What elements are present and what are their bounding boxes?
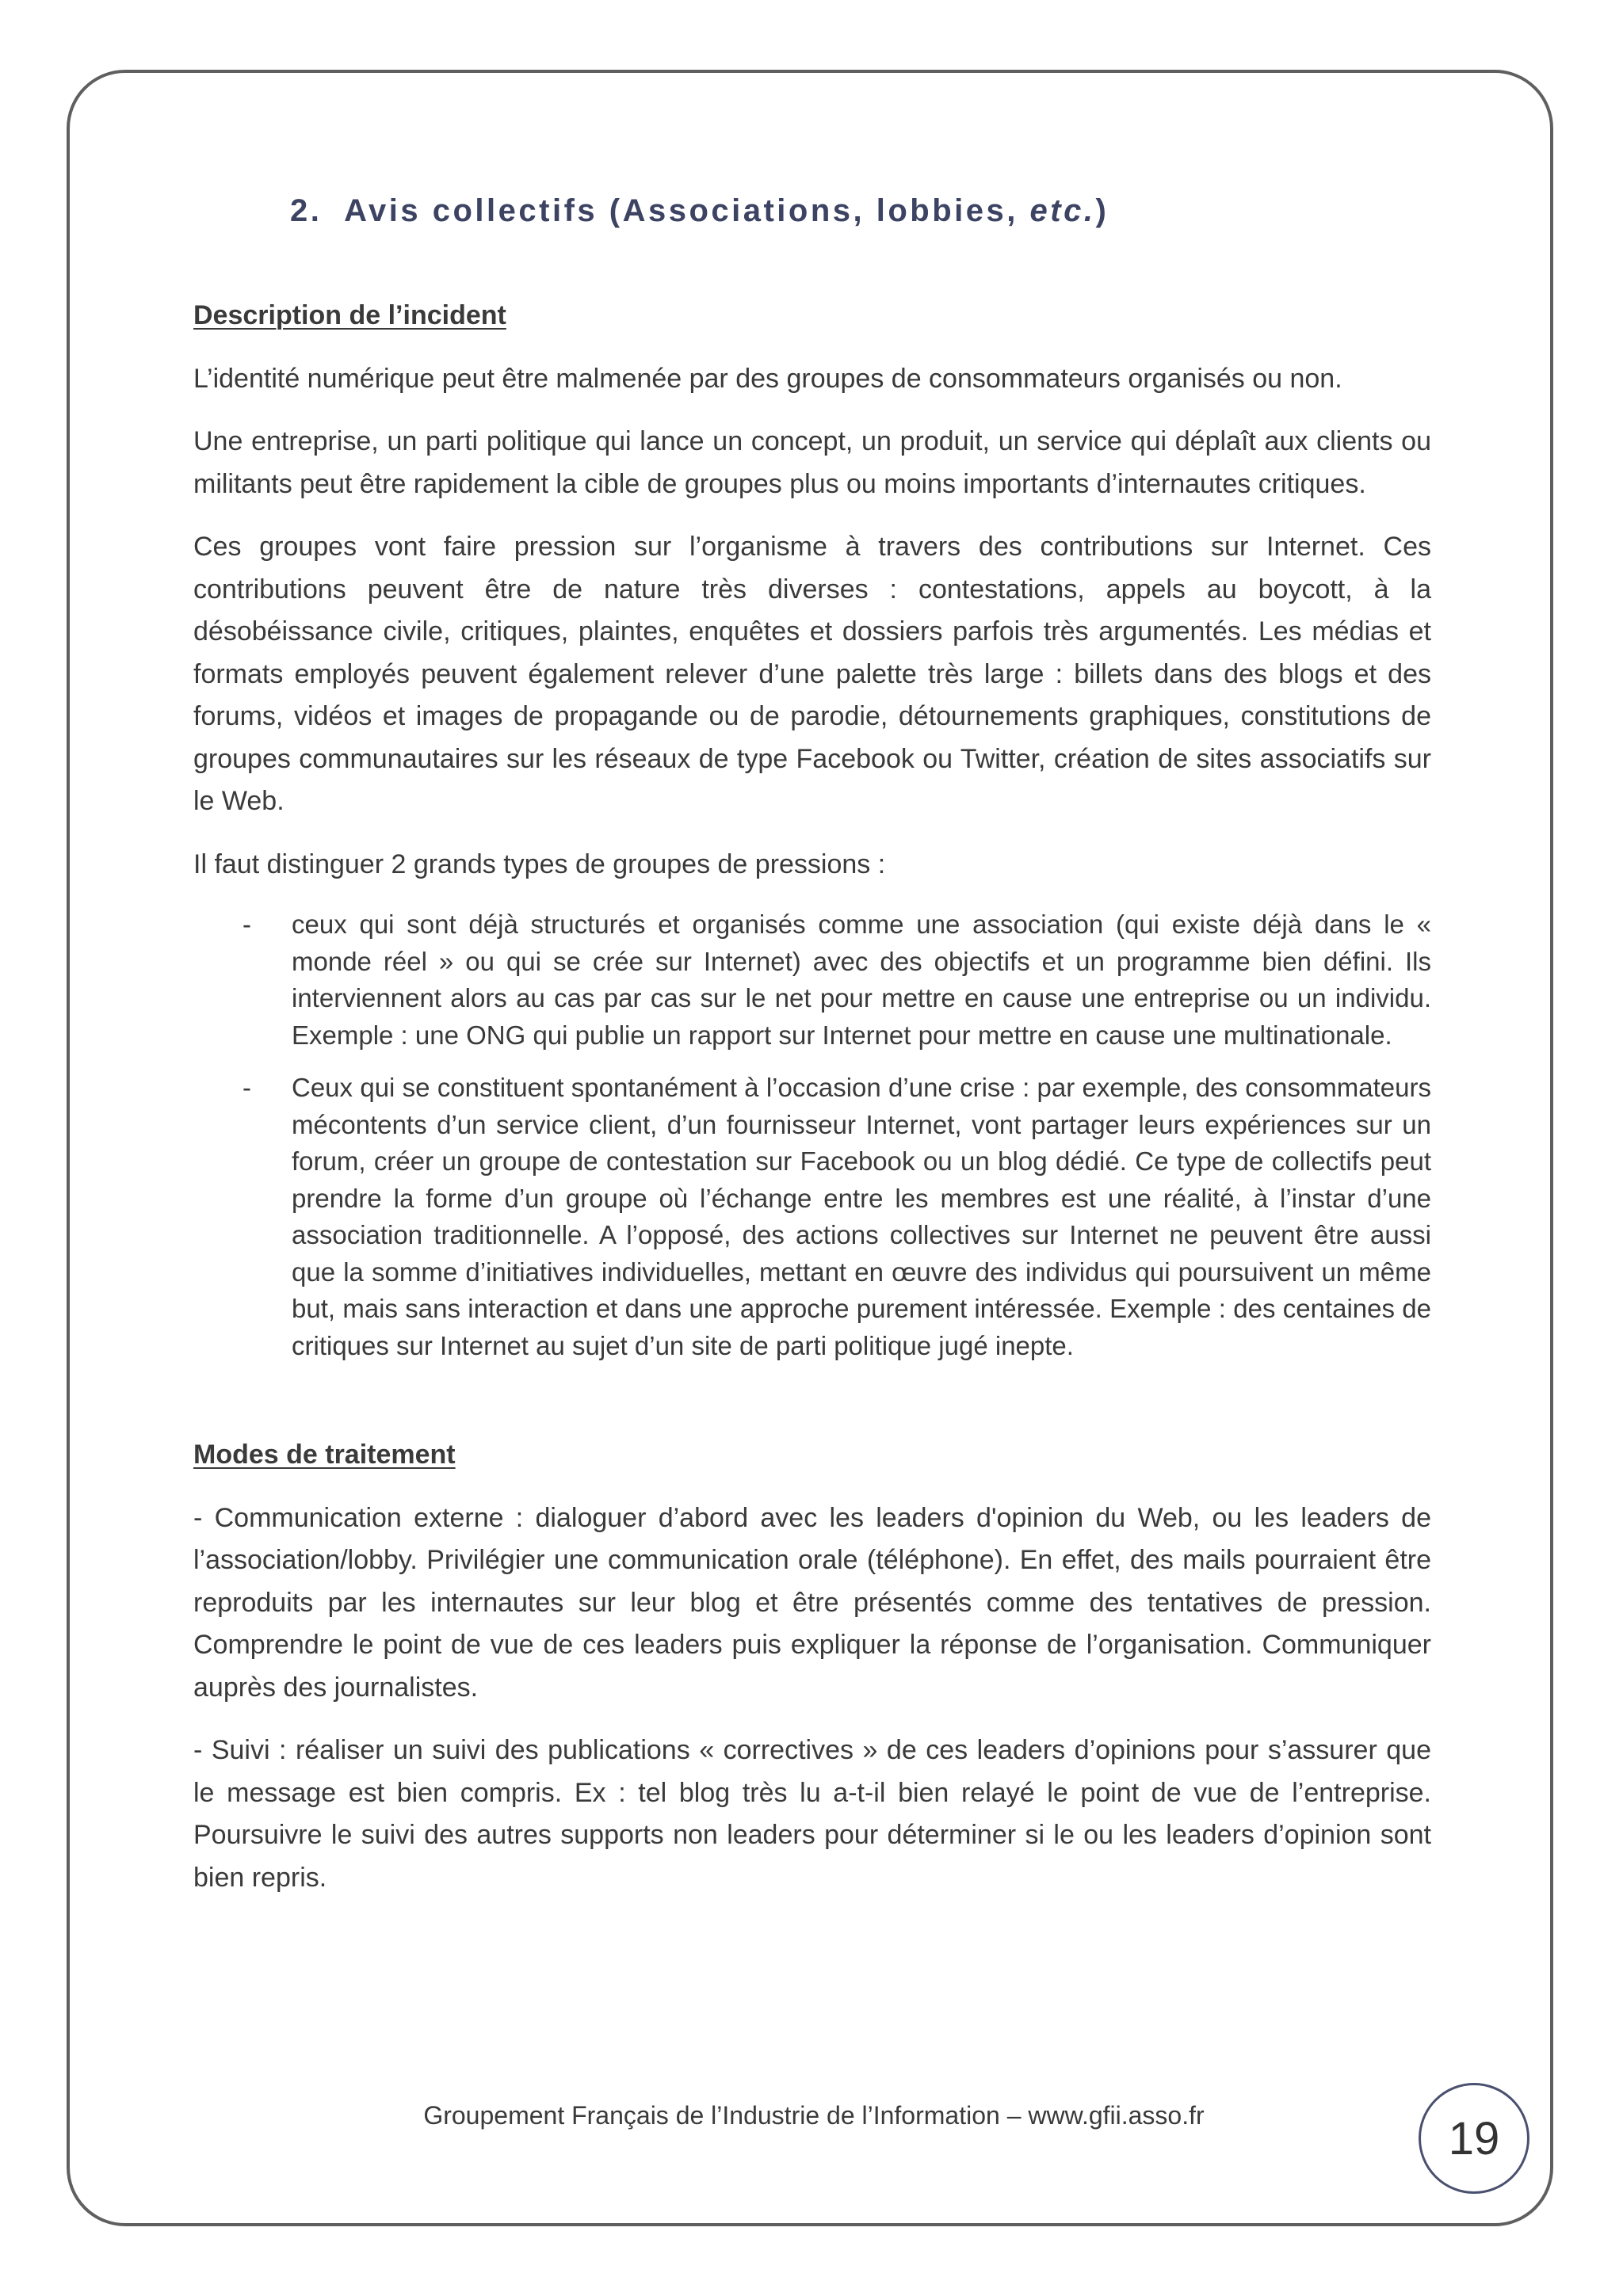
pressure-group-types-list (193, 906, 1431, 1364)
page-body (193, 295, 1431, 1920)
spacer (193, 1380, 1431, 1434)
description-heading: Description de l’incident (193, 300, 506, 330)
list-item-text: Ceux qui se constituent spontanément à l’occasion d’une crise : par exemple, des consommateurs mécontents d’un service client, d’un fournisseur Internet, vont partager leurs expériences sur un forum, créer un groupe de contestation sur Facebook ou un blog dédié. Ce type de collectifs peut prendre la forme d’un groupe où l’échange entre les membres est une réalité, à l’instar d’une association traditionnelle. A l’opposé, des actions collectives sur Internet ne peuvent être aussi que la somme d’initiatives individuelles, mettant en œuvre des individus qui poursuivent un même but, mais sans interaction et dans une approche purement intéressée. Exemple : des centaines de critiques sur Internet au sujet d’un site de parti politique jugé inepte. (292, 1073, 1431, 1360)
description-paragraph-2: Une entreprise, un parti politique qui lance un concept, un produit, un service qui déplaît aux clients ou militants peut être rapidement la cible de groupes plus ou moins importants d’internautes critiques. (193, 426, 1431, 499)
section-title-etc: etc. (1029, 193, 1096, 228)
list-item-text: ceux qui sont déjà structurés et organisés comme une association (qui existe déjà dans le « monde réel » ou qui se crée sur Internet) avec des objectifs et un programme bien défini. Ils interviennent alors au cas par cas sur le net pour mettre en cause une entreprise ou un individu. Exemple : une ONG qui publie un rapport sur Internet pour mettre en cause une multinationale. (292, 910, 1431, 1050)
modes-heading: Modes de traitement (193, 1440, 456, 1470)
section-heading (290, 193, 1109, 229)
bullet-dash: - (242, 1073, 251, 1102)
description-paragraph-1: L’identité numérique peut être malmenée par des groupes de consommateurs organisés ou non. (193, 363, 1342, 394)
page-number: 19 (1419, 2083, 1529, 2194)
section-title: Avis collectifs (Associations, lobbies, (344, 193, 1030, 228)
footer-text: Groupement Français de l’Industrie de l’Information – www.gfii.asso.fr (423, 2101, 1205, 2130)
description-paragraph-3: Ces groupes vont faire pression sur l’organisme à travers des contributions sur Internet. Ces contributions peuvent être de nature très diverses : contestations, appels au boycott, à la désobéissance civile, critiques, plaintes, enquêtes et dossiers parfois très argumentés. Les médias et formats employés peuvent également relever d’une palette très large : billets dans des blogs et des forums, vidéos et images de propagande ou de parodie, détournements graphiques, constitutions de groupes communautaires sur les réseaux de type Facebook ou Twitter, création de sites associatifs sur le Web. (193, 532, 1431, 816)
modes-paragraph-communication: - Communication externe : dialoguer d’abord avec les leaders d'opinion du Web, ou les leaders de l’association/lobby. Privilégier une communication orale (téléphone). En effet, des mails pourraient être reproduits par les internautes sur leur blog et être présentés comme des tentatives de pression. Comprendre le point de vue de ces leaders puis expliquer la réponse de l’organisation. Communiquer auprès des journalistes. (193, 1502, 1431, 1703)
list-item (193, 906, 1431, 1054)
list-item (193, 1070, 1431, 1364)
section-number: 2. (290, 193, 323, 228)
bullet-dash: - (242, 910, 251, 939)
modes-paragraph-suivi: - Suivi : réaliser un suivi des publications « correctives » de ces leaders d’opinions pour s’assurer que le message est bien compris. Ex : tel blog très lu a-t-il bien relayé le point de vue de l’entreprise. Poursuivre le suivi des autres supports non leaders pour déterminer si le ou les leaders d’opinion sont bien repris. (193, 1735, 1431, 1893)
description-paragraph-4: Il faut distinguer 2 grands types de groupes de pressions : (193, 849, 886, 879)
section-title-close: ) (1095, 193, 1109, 228)
